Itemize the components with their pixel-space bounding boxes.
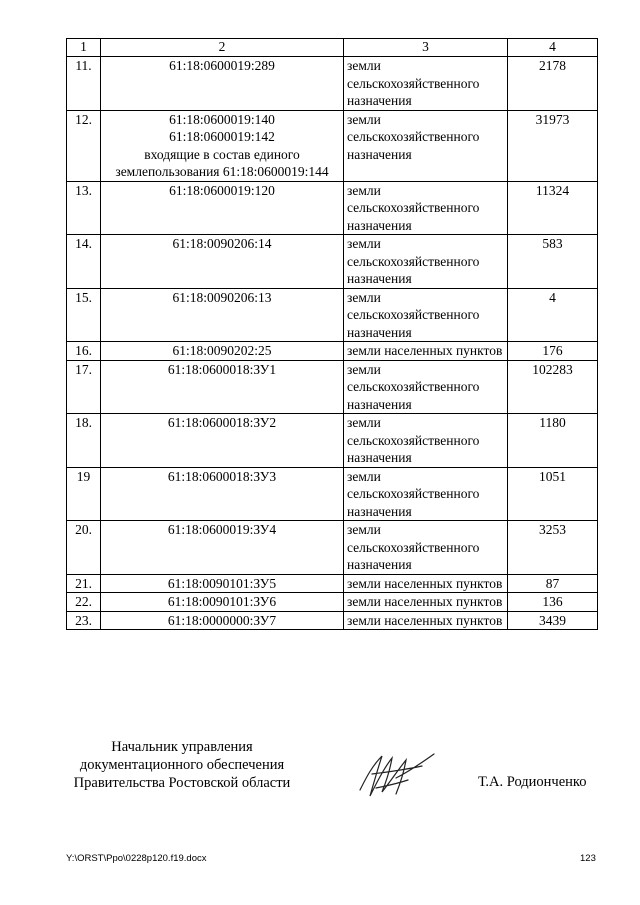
row-number: 17. — [67, 360, 101, 414]
row-number: 21. — [67, 574, 101, 593]
table-row — [67, 521, 598, 575]
table-row — [67, 467, 598, 521]
cadastral-number: 61:18:0600019:ЗУ4 — [167, 522, 277, 537]
cadastral-number: 61:18:0600018:ЗУ3 — [167, 468, 277, 484]
table-row — [67, 611, 598, 630]
area-value: 102283 — [508, 360, 598, 414]
table-row — [67, 181, 598, 235]
row-number: 13. — [67, 181, 101, 235]
cadastral-number: 61:18:0000000:ЗУ7 — [167, 612, 277, 628]
cadastral-number-cell — [101, 611, 344, 630]
land-category: земли сельскохозяйственного назначения — [344, 288, 508, 342]
row-number: 16. — [67, 342, 101, 361]
area-value: 1180 — [508, 414, 598, 468]
land-category: земли населенных пунктов — [344, 342, 508, 361]
signatory-title-line: документационного обеспечения — [79, 757, 285, 773]
land-category: земли населенных пунктов — [344, 574, 508, 593]
cadastral-number: 61:18:0600019:140 — [169, 111, 275, 127]
cadastral-number: 61:18:0600018:ЗУ1 — [167, 361, 277, 377]
land-category: земли сельскохозяйственного назначения — [344, 181, 508, 235]
area-value: 1051 — [508, 467, 598, 521]
land-category: земли населенных пунктов — [344, 611, 508, 630]
cadastral-number: 61:18:0090101:ЗУ5 — [167, 575, 277, 591]
row-number: 11. — [67, 57, 101, 111]
cadastral-number: землепользования 61:18:0600019:144 — [115, 164, 329, 179]
header-col-1: 1 — [67, 39, 101, 57]
row-number: 23. — [67, 611, 101, 630]
cadastral-number: 61:18:0600019:142 — [169, 129, 275, 144]
signatory-title-line: Начальник управления — [111, 739, 253, 755]
table-row — [67, 574, 598, 593]
cadastral-number: 61:18:0600018:ЗУ2 — [167, 415, 277, 430]
table-row — [67, 110, 598, 181]
cadastral-number-cell — [101, 57, 344, 111]
cadastral-number-cell — [101, 574, 344, 593]
land-category: земли сельскохозяйственного назначения — [344, 467, 508, 521]
cadastral-number: 61:18:0090101:ЗУ6 — [167, 594, 277, 609]
table-body — [67, 57, 598, 630]
land-category: земли сельскохозяйственного назначения — [344, 57, 508, 111]
cadastral-number-cell — [101, 467, 344, 521]
handwritten-signature — [352, 738, 442, 808]
signatory-name: Т.А. Родионченко — [478, 774, 587, 790]
row-number: 18. — [67, 414, 101, 468]
table-row — [67, 235, 598, 289]
row-number: 15. — [67, 288, 101, 342]
land-category: земли сельскохозяйственного назначения — [344, 360, 508, 414]
cadastral-number-cell — [101, 360, 344, 414]
area-value: 136 — [508, 593, 598, 612]
table-row — [67, 288, 598, 342]
cadastral-number-cell — [101, 110, 344, 181]
header-col-3: 3 — [344, 39, 508, 57]
area-value: 31973 — [508, 110, 598, 181]
table-header-row — [67, 39, 598, 57]
table-row — [67, 414, 598, 468]
land-plots-table — [66, 38, 598, 630]
land-category: земли сельскохозяйственного назначения — [344, 110, 508, 181]
page-number: 123 — [580, 853, 596, 864]
area-value: 583 — [508, 235, 598, 289]
area-value: 4 — [508, 288, 598, 342]
land-category: земли сельскохозяйственного назначения — [344, 414, 508, 468]
table-row — [67, 342, 598, 361]
land-category: земли сельскохозяйственного назначения — [344, 235, 508, 289]
area-value: 3439 — [508, 611, 598, 630]
cadastral-number: 61:18:0090202:25 — [172, 343, 272, 358]
row-number: 22. — [67, 593, 101, 612]
header-col-2: 2 — [101, 39, 344, 57]
row-number: 12. — [67, 110, 101, 181]
area-value: 87 — [508, 574, 598, 593]
cadastral-number-cell — [101, 414, 344, 468]
cadastral-number-cell — [101, 181, 344, 235]
table-row — [67, 593, 598, 612]
row-number: 20. — [67, 521, 101, 575]
signatory-title — [66, 738, 298, 792]
cadastral-number: 61:18:0090206:14 — [172, 236, 272, 251]
cadastral-number: 61:18:0090206:13 — [172, 289, 272, 305]
cadastral-number-cell — [101, 235, 344, 289]
row-number: 14. — [67, 235, 101, 289]
cadastral-number: 61:18:0600019:120 — [169, 182, 275, 198]
area-value: 11324 — [508, 181, 598, 235]
signatory-title-line: Правительства Ростовской области — [73, 775, 291, 791]
cadastral-number: 61:18:0600019:289 — [169, 58, 275, 73]
header-col-4: 4 — [508, 39, 598, 57]
land-category: земли населенных пунктов — [344, 593, 508, 612]
file-path: Y:\ORST\Ppo\0228p120.f19.docx — [66, 853, 207, 864]
land-category: земли сельскохозяйственного назначения — [344, 521, 508, 575]
table-row — [67, 360, 598, 414]
cadastral-number-cell — [101, 521, 344, 575]
cadastral-number-cell — [101, 288, 344, 342]
area-value: 176 — [508, 342, 598, 361]
cadastral-number-cell — [101, 342, 344, 361]
cadastral-number-cell — [101, 593, 344, 612]
area-value: 3253 — [508, 521, 598, 575]
area-value: 2178 — [508, 57, 598, 111]
row-number: 19 — [67, 467, 101, 521]
table-row — [67, 57, 598, 111]
cadastral-number: входящие в состав единого — [144, 146, 300, 162]
